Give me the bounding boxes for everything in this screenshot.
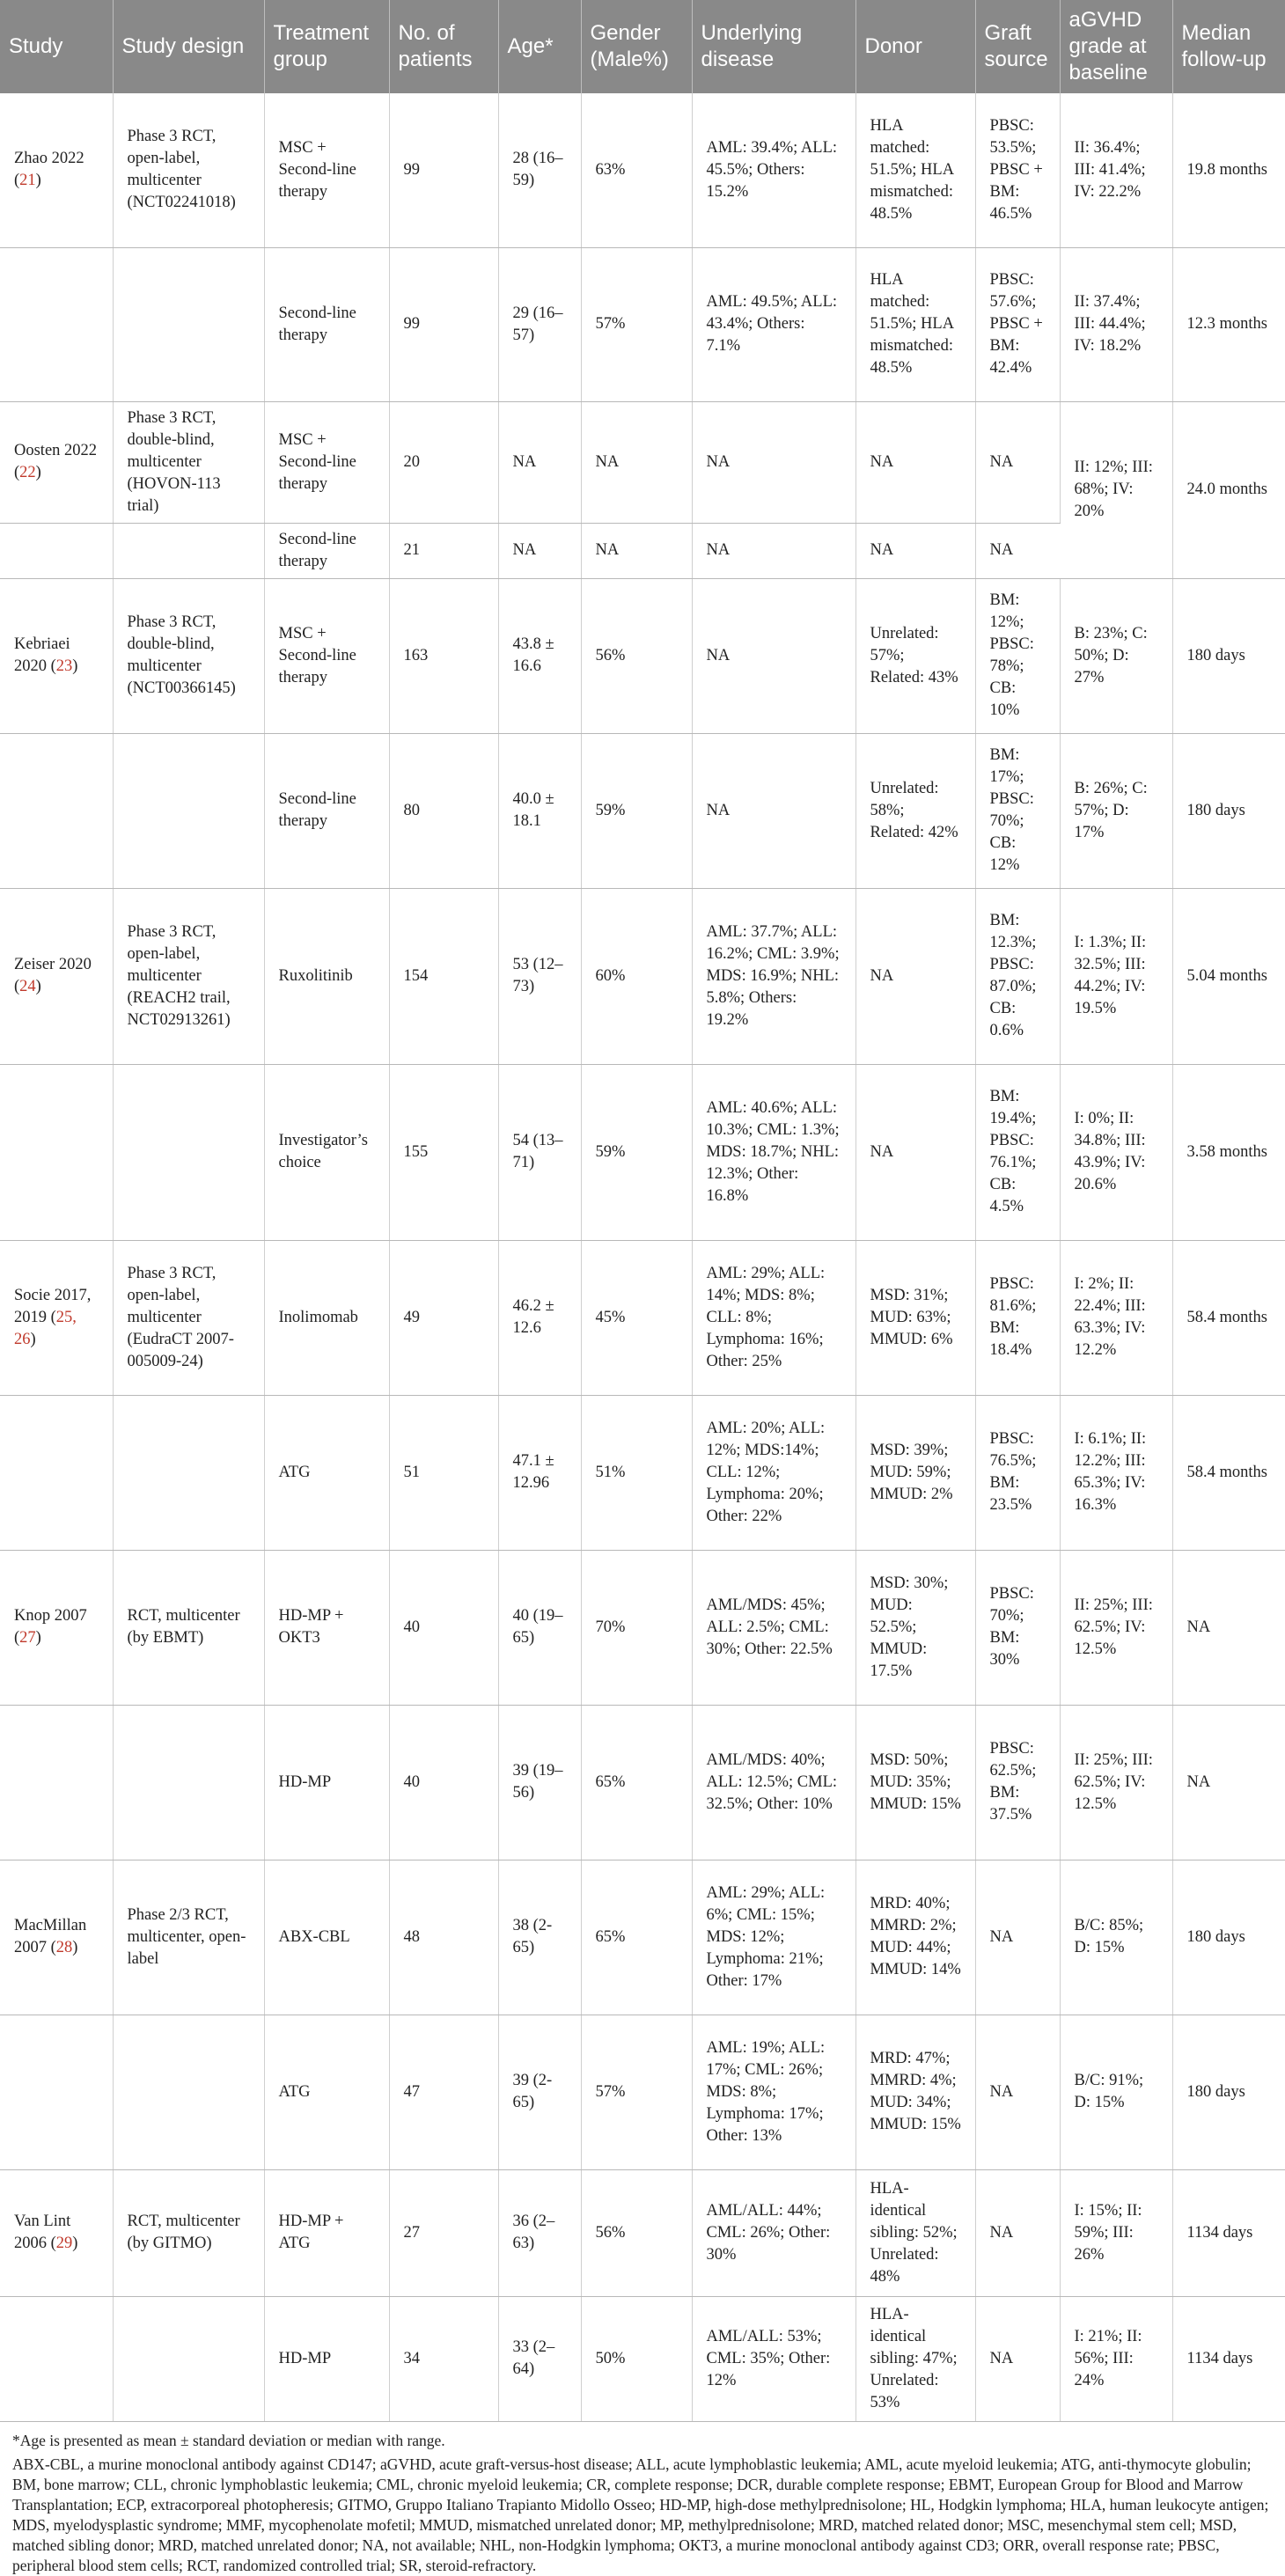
donor-cell: Unrelated: 57%; Related: 43% xyxy=(855,578,975,733)
disease-cell: AML: 19%; ALL: 17%; CML: 26%; MDS: 8%; Lymphoma: 17%; Other: 13% xyxy=(692,2015,855,2169)
donor-cell: NA xyxy=(855,888,975,1064)
disease-cell: AML: 20%; ALL: 12%; MDS:14%; CLL: 12%; Lymphoma: 20%; Other: 22% xyxy=(692,1395,855,1550)
agvhd-grade-cell: B/C: 91%; D: 15% xyxy=(1060,2015,1172,2169)
follow-up-cell: 5.04 months xyxy=(1172,888,1285,1064)
agvhd-grade-cell: I: 15%; II: 59%; III: 26% xyxy=(1060,2169,1172,2296)
graft-source-cell: PBSC: 81.6%; BM: 18.4% xyxy=(975,1240,1060,1395)
study-cell xyxy=(0,733,113,888)
table-row xyxy=(0,2015,1285,2169)
patients-cell: 20 xyxy=(389,401,498,523)
graft-source-cell: PBSC: 53.5%; PBSC + BM: 46.5% xyxy=(975,93,1060,247)
table-row xyxy=(0,578,1285,733)
table-row xyxy=(0,1860,1285,2015)
graft-source-cell: NA xyxy=(975,401,1060,523)
study-name-end: ) xyxy=(30,1330,36,1348)
study-cell xyxy=(0,523,113,578)
disease-cell: AML/MDS: 40%; ALL: 12.5%; CML: 32.5%; Other: 10% xyxy=(692,1705,855,1860)
graft-source-cell: NA xyxy=(975,2296,1060,2421)
table-row xyxy=(0,2296,1285,2421)
study-name-end: ) xyxy=(72,1939,78,1956)
gender-cell: 57% xyxy=(581,2015,692,2169)
study-design-cell xyxy=(113,247,264,401)
agvhd-grade-cell: II: 25%; III: 62.5%; IV: 12.5% xyxy=(1060,1705,1172,1860)
treatment-group-cell: Second-line therapy xyxy=(264,523,389,578)
donor-cell: MSD: 39%; MUD: 59%; MMUD: 2% xyxy=(855,1395,975,1550)
follow-up-cell: 58.4 months xyxy=(1172,1395,1285,1550)
study-design-cell xyxy=(113,1064,264,1240)
donor-cell: HLA-identical sibling: 47%; Unrelated: 53% xyxy=(855,2296,975,2421)
patients-cell: 80 xyxy=(389,733,498,888)
donor-cell: NA xyxy=(855,1064,975,1240)
header-underlying-disease: Underlying disease xyxy=(692,0,855,93)
treatment-group-cell: ATG xyxy=(264,1395,389,1550)
gender-cell: 70% xyxy=(581,1550,692,1705)
disease-cell: AML: 40.6%; ALL: 10.3%; CML: 1.3%; MDS: 18.7%; NHL: 12.3%; Other: 16.8% xyxy=(692,1064,855,1240)
gender-cell: 45% xyxy=(581,1240,692,1395)
agvhd-grade-cell: B: 26%; C: 57%; D: 17% xyxy=(1060,733,1172,888)
patients-cell: 163 xyxy=(389,578,498,733)
treatment-group-cell: Ruxolitinib xyxy=(264,888,389,1064)
gender-cell: 65% xyxy=(581,1705,692,1860)
treatment-group-cell: ATG xyxy=(264,2015,389,2169)
study-cell xyxy=(0,1860,113,2015)
study-name: Zeiser 2020 ( xyxy=(14,956,92,995)
reference-link[interactable]: 29 xyxy=(55,2235,73,2252)
disease-cell: AML/ALL: 53%; CML: 35%; Other: 12% xyxy=(692,2296,855,2421)
study-design-cell: RCT, multicenter (by GITMO) xyxy=(113,2169,264,2296)
agvhd-grade-cell: I: 1.3%; II: 32.5%; III: 44.2%; IV: 19.5% xyxy=(1060,888,1172,1064)
agvhd-grade-cell: II: 25%; III: 62.5%; IV: 12.5% xyxy=(1060,1550,1172,1705)
study-cell xyxy=(0,1705,113,1860)
age-cell: 53 (12–73) xyxy=(498,888,581,1064)
table-row xyxy=(0,1395,1285,1550)
patients-cell: 155 xyxy=(389,1064,498,1240)
graft-source-cell: BM: 17%; PBSC: 70%; CB: 12% xyxy=(975,733,1060,888)
header-gender: Gender (Male%) xyxy=(581,0,692,93)
treatment-group-cell: ABX-CBL xyxy=(264,1860,389,2015)
follow-up-cell: NA xyxy=(1172,1705,1285,1860)
treatment-group-cell: MSC + Second-line therapy xyxy=(264,93,389,247)
study-name: Zhao 2022 ( xyxy=(14,150,84,190)
patients-cell: 51 xyxy=(389,1395,498,1550)
treatment-group-cell: HD-MP + ATG xyxy=(264,2169,389,2296)
patients-cell: 34 xyxy=(389,2296,498,2421)
graft-source-cell: BM: 12.3%; PBSC: 87.0%; CB: 0.6% xyxy=(975,888,1060,1064)
treatment-group-cell: HD-MP xyxy=(264,1705,389,1860)
study-design-cell xyxy=(113,1705,264,1860)
study-name: Socie 2017, 2019 ( xyxy=(14,1286,92,1326)
age-cell: 43.8 ± 16.6 xyxy=(498,578,581,733)
reference-link[interactable]: 23 xyxy=(55,657,73,675)
study-cell xyxy=(0,2296,113,2421)
study-name-end: ) xyxy=(35,978,41,995)
gender-cell: NA xyxy=(581,401,692,523)
gender-cell: 56% xyxy=(581,2169,692,2296)
agvhd-grade-cell: I: 21%; II: 56%; III: 24% xyxy=(1060,2296,1172,2421)
donor-cell: NA xyxy=(855,523,975,578)
graft-source-cell: NA xyxy=(975,2015,1060,2169)
disease-cell: AML/ALL: 44%; CML: 26%; Other: 30% xyxy=(692,2169,855,2296)
graft-source-cell: PBSC: 62.5%; BM: 37.5% xyxy=(975,1705,1060,1860)
disease-cell: NA xyxy=(692,578,855,733)
patients-cell: 21 xyxy=(389,523,498,578)
age-cell: 46.2 ± 12.6 xyxy=(498,1240,581,1395)
patients-cell: 47 xyxy=(389,2015,498,2169)
treatment-group-cell: HD-MP xyxy=(264,2296,389,2421)
study-name-end: ) xyxy=(35,464,41,481)
gender-cell: 51% xyxy=(581,1395,692,1550)
table-footnotes xyxy=(0,2422,1285,2576)
study-design-cell xyxy=(113,2015,264,2169)
disease-cell: AML: 29%; ALL: 14%; MDS: 8%; CLL: 8%; Lymphoma: 16%; Other: 25% xyxy=(692,1240,855,1395)
disease-cell: AML: 39.4%; ALL: 45.5%; Others: 15.2% xyxy=(692,93,855,247)
table-header xyxy=(0,0,1285,93)
graft-source-cell: NA xyxy=(975,523,1060,578)
age-cell: 33 (2–64) xyxy=(498,2296,581,2421)
disease-cell: AML/MDS: 45%; ALL: 2.5%; CML: 30%; Other: 22.5% xyxy=(692,1550,855,1705)
gender-cell: 57% xyxy=(581,247,692,401)
age-cell: 40.0 ± 18.1 xyxy=(498,733,581,888)
donor-cell: MSD: 30%; MUD: 52.5%; MMUD: 17.5% xyxy=(855,1550,975,1705)
age-cell: 28 (16–59) xyxy=(498,93,581,247)
study-design-cell: Phase 3 RCT, double-blind, multicenter (HOVON-113 trial) xyxy=(113,401,264,523)
study-design-cell xyxy=(113,733,264,888)
gender-cell: 63% xyxy=(581,93,692,247)
study-name-end: ) xyxy=(35,172,41,190)
header-age: Age* xyxy=(498,0,581,93)
donor-cell: HLA-identical sibling: 52%; Unrelated: 48% xyxy=(855,2169,975,2296)
follow-up-cell: 180 days xyxy=(1172,733,1285,888)
age-cell: 36 (2–63) xyxy=(498,2169,581,2296)
treatment-group-cell: Inolimomab xyxy=(264,1240,389,1395)
reference-link[interactable]: 25, 26 xyxy=(14,1308,77,1348)
header-study: Study xyxy=(0,0,113,93)
disease-cell: NA xyxy=(692,733,855,888)
graft-source-cell: PBSC: 57.6%; PBSC + BM: 42.4% xyxy=(975,247,1060,401)
reference-link[interactable]: 27 xyxy=(19,1629,36,1647)
header-treatment-group: Treatment group xyxy=(264,0,389,93)
study-design-cell xyxy=(113,2296,264,2421)
gender-cell: 56% xyxy=(581,578,692,733)
header-no-of-patients: No. of patients xyxy=(389,0,498,93)
header-donor: Donor xyxy=(855,0,975,93)
table-row xyxy=(0,1705,1285,1860)
reference-link[interactable]: 21 xyxy=(19,172,36,190)
header-median-follow-up: Median follow-up xyxy=(1172,0,1285,93)
agvhd-grade-cell: I: 2%; II: 22.4%; III: 63.3%; IV: 12.2% xyxy=(1060,1240,1172,1395)
graft-source-cell: BM: 19.4%; PBSC: 76.1%; CB: 4.5% xyxy=(975,1064,1060,1240)
graft-source-cell: NA xyxy=(975,2169,1060,2296)
header-agvhd-grade: aGVHD grade at baseline xyxy=(1060,0,1172,93)
graft-source-cell: BM: 12%; PBSC: 78%; CB: 10% xyxy=(975,578,1060,733)
table-row xyxy=(0,1240,1285,1395)
patients-cell: 27 xyxy=(389,2169,498,2296)
table-row xyxy=(0,247,1285,401)
age-cell: NA xyxy=(498,523,581,578)
treatment-group-cell: MSC + Second-line therapy xyxy=(264,578,389,733)
age-cell: 47.1 ± 12.96 xyxy=(498,1395,581,1550)
follow-up-cell: 24.0 months xyxy=(1172,401,1285,578)
header-study-design: Study design xyxy=(113,0,264,93)
study-name: Oosten 2022 ( xyxy=(14,442,98,481)
agvhd-grade-cell: II: 37.4%; III: 44.4%; IV: 18.2% xyxy=(1060,247,1172,401)
table-row xyxy=(0,1064,1285,1240)
age-cell: 38 (2-65) xyxy=(498,1860,581,2015)
study-cell xyxy=(0,1395,113,1550)
abbreviations-footnote: ABX-CBL, a murine monoclonal antibody against CD147; aGVHD, acute graft-versus-host disease; ALL, acute lymphoblastic leukemia; AML, acute myeloid leukemia; ATG, anti-thymocyte globulin; BM, bone marrow; CLL, chronic lymphoblastic leukemia; CML, chronic myeloid leukemia; CR, complete response; DCR, durable complete response; EBMT, European Group for Blood and Marrow Transplantation; ECP, extracorporeal photopheresis; GITMO, Gruppo Italiano Trapianto Midollo Osseo; HD-MP, high-dose methylprednisolone; HL, Hodgkin lymphoma; HLA, human leukocyte antigen; MDS, myelodysplastic syndrome; MMF, mycophenolate mofetil; MMUD, mismatched unrelated donor; MP, methylprednisolone; MRD, matched related donor; MSC, mesenchymal stem cell; MSD, matched sibling donor; MRD, matched unrelated donor; NA, not available; NHL, non-Hodgkin lymphoma; OKT3, a murine monoclonal antibody against CD3; ORR, overall response rate; PBSC, peripheral blood stem cells; RCT, randomized controlled trial; SR, steroid-refractory. xyxy=(12,2455,1269,2574)
disease-cell: NA xyxy=(692,523,855,578)
gender-cell: NA xyxy=(581,523,692,578)
disease-cell: NA xyxy=(692,401,855,523)
age-cell: 39 (2-65) xyxy=(498,2015,581,2169)
follow-up-cell: 12.3 months xyxy=(1172,247,1285,401)
donor-cell: MSD: 31%; MUD: 63%; MMUD: 6% xyxy=(855,1240,975,1395)
donor-cell: HLA matched: 51.5%; HLA mismatched: 48.5% xyxy=(855,247,975,401)
gender-cell: 60% xyxy=(581,888,692,1064)
study-cell xyxy=(0,888,113,1064)
table-body xyxy=(0,93,1285,2421)
study-name: Knop 2007 ( xyxy=(14,1607,87,1647)
reference-link[interactable]: 24 xyxy=(19,978,36,995)
agvhd-grade-cell: B/C: 85%; D: 15% xyxy=(1060,1860,1172,2015)
agvhd-grade-cell: I: 0%; II: 34.8%; III: 43.9%; IV: 20.6% xyxy=(1060,1064,1172,1240)
patients-cell: 99 xyxy=(389,93,498,247)
patients-cell: 40 xyxy=(389,1550,498,1705)
follow-up-cell: NA xyxy=(1172,1550,1285,1705)
graft-source-cell: PBSC: 76.5%; BM: 23.5% xyxy=(975,1395,1060,1550)
study-design-cell xyxy=(113,1395,264,1550)
donor-cell: Unrelated: 58%; Related: 42% xyxy=(855,733,975,888)
study-name: Van Lint 2006 ( xyxy=(14,2213,71,2252)
study-design-cell: RCT, multicenter (by EBMT) xyxy=(113,1550,264,1705)
follow-up-cell: 180 days xyxy=(1172,2015,1285,2169)
graft-source-cell: PBSC: 70%; BM: 30% xyxy=(975,1550,1060,1705)
study-design-cell: Phase 3 RCT, open-label, multicenter (EudraCT 2007-005009-24) xyxy=(113,1240,264,1395)
age-cell: 54 (13–71) xyxy=(498,1064,581,1240)
age-cell: 40 (19–65) xyxy=(498,1550,581,1705)
gender-cell: 65% xyxy=(581,1860,692,2015)
donor-cell: MRD: 47%; MMRD: 4%; MUD: 34%; MMUD: 15% xyxy=(855,2015,975,2169)
header-row xyxy=(0,0,1285,93)
agvhd-grade-cell: II: 12%; III: 68%; IV: 20% xyxy=(1060,401,1172,578)
patients-cell: 99 xyxy=(389,247,498,401)
disease-cell: AML: 29%; ALL: 6%; CML: 15%; MDS: 12%; Lymphoma: 21%; Other: 17% xyxy=(692,1860,855,2015)
reference-link[interactable]: 22 xyxy=(19,464,36,481)
patients-cell: 40 xyxy=(389,1705,498,1860)
treatment-group-cell: HD-MP + OKT3 xyxy=(264,1550,389,1705)
treatment-group-cell: Investigator’s choice xyxy=(264,1064,389,1240)
table-row xyxy=(0,2169,1285,2296)
study-design-cell: Phase 3 RCT, double-blind, multicenter (NCT00366145) xyxy=(113,578,264,733)
study-name: Kebriaei 2020 ( xyxy=(14,635,70,675)
study-design-cell xyxy=(113,523,264,578)
table-row xyxy=(0,733,1285,888)
patients-cell: 154 xyxy=(389,888,498,1064)
follow-up-cell: 1134 days xyxy=(1172,2296,1285,2421)
agvhd-grade-cell: B: 23%; C: 50%; D: 27% xyxy=(1060,578,1172,733)
age-cell: NA xyxy=(498,401,581,523)
table-row xyxy=(0,1550,1285,1705)
follow-up-cell: 19.8 months xyxy=(1172,93,1285,247)
study-cell xyxy=(0,2015,113,2169)
follow-up-cell: 1134 days xyxy=(1172,2169,1285,2296)
follow-up-cell: 3.58 months xyxy=(1172,1064,1285,1240)
study-cell xyxy=(0,247,113,401)
gender-cell: 59% xyxy=(581,1064,692,1240)
follow-up-cell: 180 days xyxy=(1172,1860,1285,2015)
study-cell xyxy=(0,1064,113,1240)
study-cell xyxy=(0,93,113,247)
follow-up-cell: 58.4 months xyxy=(1172,1240,1285,1395)
gender-cell: 59% xyxy=(581,733,692,888)
study-name-end: ) xyxy=(72,657,78,675)
treatment-group-cell: Second-line therapy xyxy=(264,247,389,401)
study-cell xyxy=(0,1240,113,1395)
graft-source-cell: NA xyxy=(975,1860,1060,2015)
age-cell: 39 (19–56) xyxy=(498,1705,581,1860)
donor-cell: MRD: 40%; MMRD: 2%; MUD: 44%; MMUD: 14% xyxy=(855,1860,975,2015)
table-row xyxy=(0,401,1285,523)
donor-cell: HLA matched: 51.5%; HLA mismatched: 48.5% xyxy=(855,93,975,247)
treatment-group-cell: Second-line therapy xyxy=(264,733,389,888)
donor-cell: NA xyxy=(855,401,975,523)
study-design-cell: Phase 2/3 RCT, multicenter, open-label xyxy=(113,1860,264,2015)
agvhd-grade-cell: I: 6.1%; II: 12.2%; III: 65.3%; IV: 16.3% xyxy=(1060,1395,1172,1550)
gender-cell: 50% xyxy=(581,2296,692,2421)
reference-link[interactable]: 28 xyxy=(55,1939,73,1956)
study-cell xyxy=(0,2169,113,2296)
disease-cell: AML: 37.7%; ALL: 16.2%; CML: 3.9%; MDS: 16.9%; NHL: 5.8%; Others: 19.2% xyxy=(692,888,855,1064)
study-name-end: ) xyxy=(35,1629,41,1647)
study-name-end: ) xyxy=(72,2235,78,2252)
age-footnote: *Age is presented as mean ± standard deviation or median with range. xyxy=(12,2431,445,2449)
study-name: MacMillan 2007 ( xyxy=(14,1917,87,1956)
study-cell xyxy=(0,578,113,733)
table-row xyxy=(0,93,1285,247)
study-cell xyxy=(0,1550,113,1705)
treatment-group-cell: MSC + Second-line therapy xyxy=(264,401,389,523)
patients-cell: 48 xyxy=(389,1860,498,2015)
header-graft-source: Graft source xyxy=(975,0,1060,93)
patients-cell: 49 xyxy=(389,1240,498,1395)
age-cell: 29 (16–57) xyxy=(498,247,581,401)
donor-cell: MSD: 50%; MUD: 35%; MMUD: 15% xyxy=(855,1705,975,1860)
follow-up-cell: 180 days xyxy=(1172,578,1285,733)
study-design-cell: Phase 3 RCT, open-label, multicenter (NCT02241018) xyxy=(113,93,264,247)
table-row xyxy=(0,888,1285,1064)
agvhd-grade-cell: II: 36.4%; III: 41.4%; IV: 22.2% xyxy=(1060,93,1172,247)
disease-cell: AML: 49.5%; ALL: 43.4%; Others: 7.1% xyxy=(692,247,855,401)
study-design-cell: Phase 3 RCT, open-label, multicenter (REACH2 trail, NCT02913261) xyxy=(113,888,264,1064)
study-cell xyxy=(0,401,113,523)
